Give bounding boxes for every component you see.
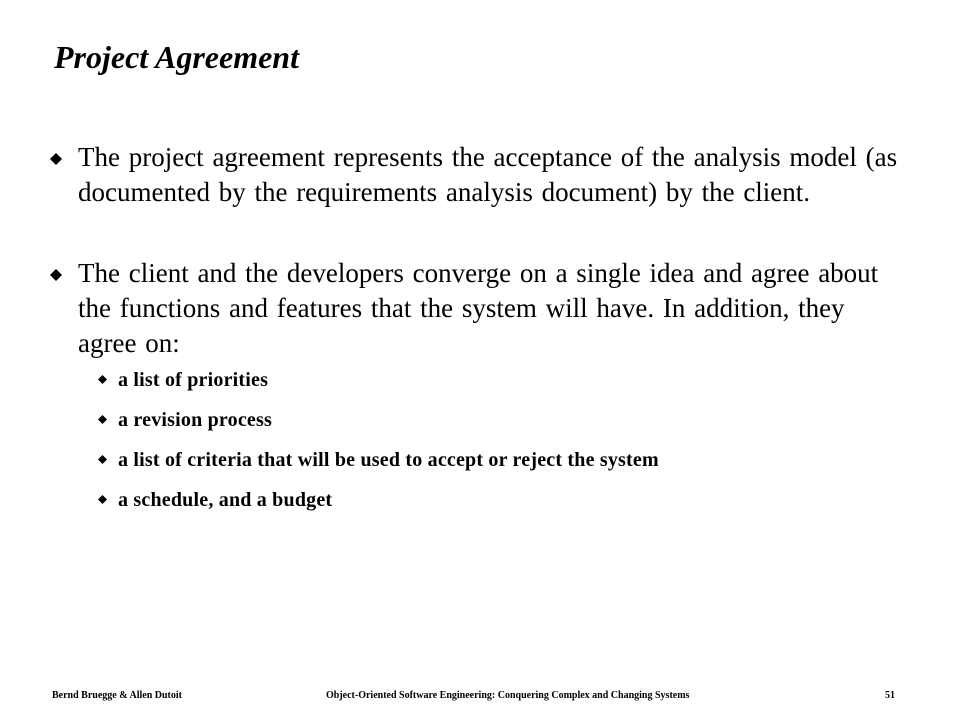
sub-bullet-text: a schedule, and a budget bbox=[118, 489, 333, 511]
footer-page-number: 51 bbox=[885, 690, 895, 701]
bullet-item bbox=[50, 256, 900, 361]
sub-bullet-text: a revision process bbox=[118, 409, 272, 431]
sub-bullet-item bbox=[96, 407, 896, 447]
sub-bullet-list bbox=[96, 367, 896, 527]
small-diamond-bullet-icon bbox=[98, 415, 107, 424]
bullet-text: The project agreement represents the acceptance of the analysis model (as documented by the requirements analysis document) by the client. bbox=[78, 142, 898, 207]
footer-book-title: Object-Oriented Software Engineering: Conquering Complex and Changing Systems bbox=[326, 690, 690, 701]
bullet-text: The client and the developers converge on a single idea and agree about the functions and features that the system will have. In addition, they agree on: bbox=[78, 258, 879, 358]
diamond-bullet-icon bbox=[50, 153, 62, 165]
small-diamond-bullet-icon bbox=[98, 495, 107, 504]
small-diamond-bullet-icon bbox=[98, 375, 107, 384]
bullet-item bbox=[50, 140, 900, 210]
slide-title: Project Agreement bbox=[54, 39, 299, 75]
small-diamond-bullet-icon bbox=[98, 455, 107, 464]
sub-bullet-item bbox=[96, 447, 896, 487]
sub-bullet-text: a list of priorities bbox=[118, 369, 269, 391]
sub-bullet-item bbox=[96, 487, 896, 527]
sub-bullet-text: a list of criteria that will be used to accept or reject the system bbox=[118, 449, 659, 471]
sub-bullet-item bbox=[96, 367, 896, 407]
diamond-bullet-icon bbox=[50, 269, 62, 281]
footer-authors: Bernd Bruegge & Allen Dutoit bbox=[52, 690, 182, 701]
